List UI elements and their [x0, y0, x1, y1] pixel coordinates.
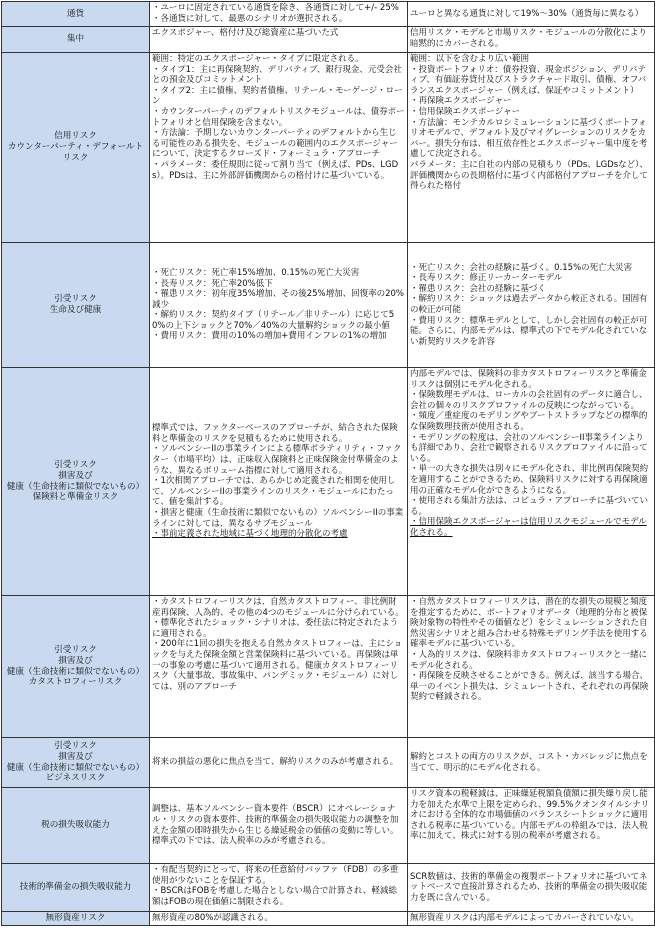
table-row-concentration [2, 27, 655, 53]
internal-model-cell: リスク資本の税軽減は、正味繰延税額負債額に損失繰り戻し能力を加えた水準で上限を定められ、99.5%クオンタイルシナリオにおける全体的な市場価値のバランスシートショックに適用される税率に基づいている。内部モデルの枠組みでは、法人税率に加えて、株式に対する別の税率が考慮される。 [408, 788, 655, 864]
row-label: 技術的準備金の損失吸収能力 [2, 864, 150, 912]
row-label: 無形資産リスク [2, 912, 150, 926]
internal-model-cell: ・自然カタストロフィーリスクは、潜在的な損失の規模と頻度を推定するために、ポートフォリオデータ（地理的分布と被保険対象物の特性やその価値など）をシミュレーションされた自然災害シナリオと組み合わせる特殊モデリング手法を使用する確率モデルに基づいている。 ・人為的リスクは、保険料非カタストロフィーリスクと一緒にモデル化される。 ・再保険を反映させることができる。例えば、該当する場合、単一のイベント損失は、シミュレートされ、それぞれの再保険契約で軽減される。 [408, 596, 655, 738]
standard-formula-cell: 範囲：特定のエクスポージャー・タイプに限定される。 ・タイプ1：主に再保険契約、デリバティブ、銀行現金、元受会社との預金及びコミットメント ・タイプ2：主に債権、契約者債権、リテール・モーゲージ・ローン ・カウンターパーティのデフォルトリスクモジュールは、債券ポートフォリオと信用保険を含まない。 ・方法論：予期しないカウンターパーティのデフォルトから生じる可能性のある損失を、モジュールの範囲内のエクスポージャーについて、決定するクローズド・フォーミュラ・アプローチ ・パラメータ：委任規則に従って割り当て（例えば、PDs、LGDs）。PDsは、主に外部評価機関からの格付けに基づいている。 [150, 53, 408, 243]
standard-formula-cell: 無形資産の80%が認識される。 [150, 912, 408, 926]
row-label: 通貨 [2, 2, 150, 27]
internal-model-cell: SCR数値は、技術的準備金の複製ポートフォリオに基づいてネットベースで直接計算されるため、技術的準備金の損失吸収能力を既に含んでいる。 [408, 864, 655, 912]
table-row-currency [2, 2, 655, 27]
standard-formula-cell: エクスポジャー、格付け及び総資産に基づいた式 [150, 27, 408, 53]
table-row-intangible-assets [2, 912, 655, 926]
row-label: 集中 [2, 27, 150, 53]
standard-formula-cell: ・ユーロに固定されている通貨を除き、各通貨に対して+/- 25% ・各通貨に対して、最悪のシナリオが選択される。 [150, 2, 408, 27]
internal-model-cell: 信用リスク・モデルと市場リスク・モジュールの分散化により暗黙的にカバーされる。 [408, 27, 655, 53]
row-label: 引受リスク 損害及び 健康（生命技術に類似でないもの） 保険料と準備金リスク [2, 368, 150, 596]
standard-formula-cell: ・カタストロフィーリスクは、自然カタストロフィー、非比例財産再保険、人為的、その他の4つのモジュールに分けられている。 ・標準化されたショック・シナリオは、委任法に特定されたように適用される。 ・200年に1回の損失を抱える自然カタストロフィーは、主にショックを与えた保険金額と営業保険料に基づいている。再保険は単一の事象の考慮に基づいて適用される。健康カタストロフィーリスク（大量事故、事故集中、パンデミック・モジュール）に対しては、別のアプローチ [150, 596, 408, 738]
internal-model-cell: 範囲：以下を含むより広い範囲 ・投資ポートフォリオ：債券投資、現金ポジション、デリバティブ、有価証券貸付及びストラクチャード取引、債権、オフバランスエクスポージャー（例えば、保証やコミットメント） ・再保険エクスポージャー ・信用保険エクスポージャー ・方法論：モンテカルロシミュレーションに基づくポートフォリオモデルで、デフォルト及びマイグレーションのリスクをカバー。損失分布は、相互依存性とエクスポージャー集中度を考慮して決定される。 パラメータ：主に自社の内部の見積もり（PDs、LGDsなど）、評価機関からの長期格付に基づく内部格付アプローチを介して得られた格付 [408, 53, 655, 243]
risk-comparison-table [1, 1, 655, 926]
standard-formula-cell: 標準式では、ファクターベースのアプローチが、結合された保険料と準備金のリスクを見積もるために使用される。 ・ソルベンシーIIの事業ラインによる標準ボラティリティ・ファクター（市場平均）は、正味収入保険料と正味保険金付準備金のような、異なるボリューム指標に対して適用される。 ・1次相関アプローチでは、あらかじめ定義された相関を使用して、ソルベンシーIIの事業ラインのリスク・モジュールにわたって、値を集計する。 ・損害と健康（生命技術に類似でないもの）ソルベンシーIIの事業ラインに対しては、異なるサブモジュール ・事前定義された地域に基づく地理的分散化の考慮 [150, 368, 408, 596]
internal-model-cell: ユーロと異なる通貨に対して19%～30%（通貨毎に異なる） [408, 2, 655, 27]
table-row-catastrophe [2, 596, 655, 738]
internal-model-cell: 解約とコストの両方のリスクが、コスト・カバレッジに焦点を当てて、明示的にモデル化される。 [408, 738, 655, 788]
row-label: 信用リスク カウンターパーティ・デフォールト リスク [2, 53, 150, 243]
table-row-premium-reserve [2, 368, 655, 596]
table-row-credit-risk [2, 53, 655, 243]
internal-model-cell: ・死亡リスク：会社の経験に基づく。0.15%の死亡大災害 ・長寿リスク：修正リーカーターモデル ・罹患リスク：会社の経験に基づく ・解約リスク：ショックは過去データから較正される。国固有の較正が可能 ・費用リスク：標準モデルとして、しかし会社固有の較正が可能。さらに、内部モデルは、標準式の下でモデル化されていない新契約リスクを許容 [408, 243, 655, 368]
standard-formula-cell: ・死亡リスク：死亡率15%増加、0.15%の死亡大災害 ・長寿リスク：死亡率20%低下 ・罹患リスク：初年度35%増加、その後25%増加、回復率の20%減少 ・解約リスク：契約タイプ（リテール／非リテール）に応じて50%の上下ショックと70%／40%の大量解約ショックの最小値 ・費用リスク：費用の10%の増加+費用インフレの1%の増加 [150, 243, 408, 368]
internal-model-cell: 内部モデルでは、保険料の非カタストロフィーリスクと準備金リスクは個別にモデル化される。 ・保険数理モデルは、ローカルの会社固有のデータに適合し、会社の個々のリスクプロファイルの反映につながっている。 ・頻度／重症度のモデリングやブートストラップなどの標準的な保険数理技術が使用される。 ・モデリングの粒度は、会社のソルベンシーII事業ラインよりも詳細であり、会社で観察されるリスクプロファイルに沿っている。 ・単一の大きな損失は別々にモデル化され、非比例再保険契約を適用することができるため、保険料リスクに対する再保険適用の正確なモデル化ができるようになる。 ・使用される集計方法は、コピュラ・アプローチに基づいている。 ・信用保険エクスポージャーは信用リスクモジュールでモデル化される。 [408, 368, 655, 596]
row-label: 引受リスク 損害及び 健康（生命技術に類似でないもの） カタストロフィーリスク [2, 596, 150, 738]
table-row-life-health [2, 243, 655, 368]
row-label: 税の損失吸収能力 [2, 788, 150, 864]
standard-formula-cell: 調整は、基本ソルベンシー資本要件（BSCR）にオペレーショナル・リスクの資本要件、技術的準備金の損失吸収能力の調整を加えた金額の即時損失から生じる繰延税金の価値の変動に等しい。標準式の下では、法人税率のみが考慮される。 [150, 788, 408, 864]
table-row-business-risk [2, 738, 655, 788]
table-row-tax-loss-absorption [2, 788, 655, 864]
row-label: 引受リスク 損害及び 健康（生命技術に類似でないもの） ビジネスリスク [2, 738, 150, 788]
standard-formula-cell: 将来の損益の悪化に焦点を当て、解約リスクのみが考慮される。 [150, 738, 408, 788]
row-label: 引受リスク 生命及び健康 [2, 243, 150, 368]
internal-model-cell: 無形資産リスクは内部モデルによってカバーされていない。 [408, 912, 655, 926]
table-row-technical-provisions [2, 864, 655, 912]
standard-formula-cell: ・有配当契約にとって、将来の任意給付バッファ（FDB）の多重使用が少ないことを保証する。 ・BSCRはFOBを考慮した場合としない場合で計算され、軽減総額はFOBの現在価値に制限される。 [150, 864, 408, 912]
